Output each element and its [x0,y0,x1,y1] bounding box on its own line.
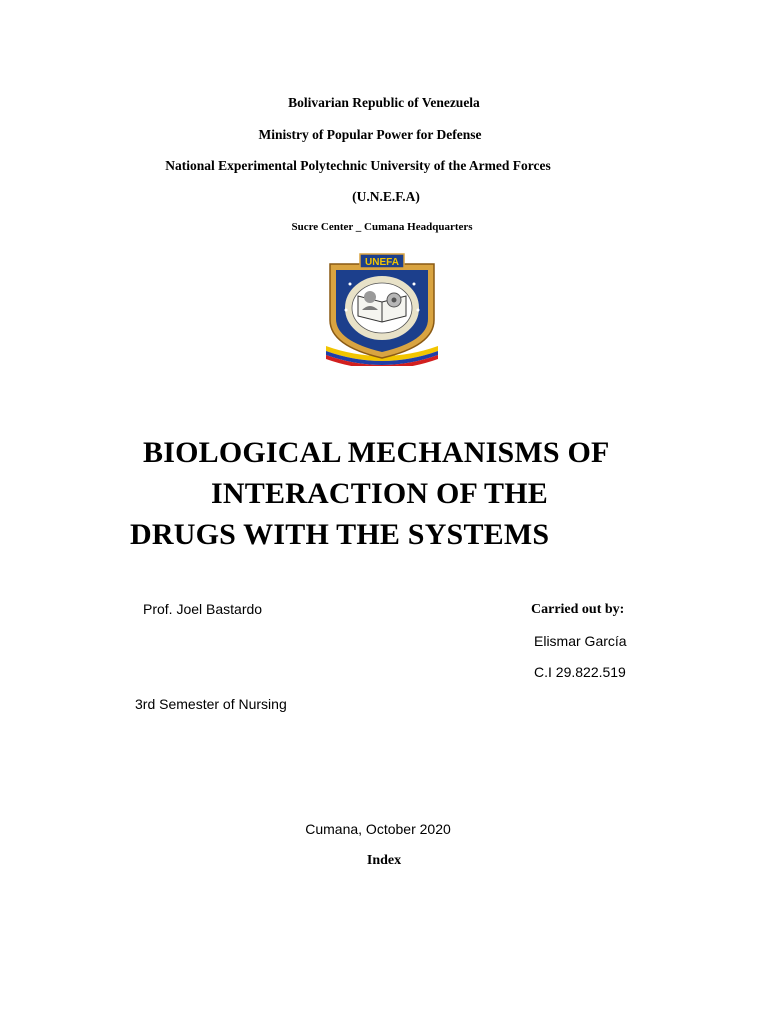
author-name: Elismar García [534,633,627,649]
header-university: National Experimental Polytechnic University of the Armed Forces [165,158,551,173]
carried-out-label: Carried out by: [531,602,625,617]
document-title-line2: INTERACTION OF THE [211,477,548,510]
index-heading: Index [366,853,402,868]
header-country: Bolivarian Republic of Venezuela [288,95,480,110]
document-title-line1: BIOLOGICAL MECHANISMS OF [143,436,610,469]
university-emblem [320,250,444,366]
header-center: Sucre Center _ Cumana Headquarters [291,221,473,233]
place-date: Cumana, October 2020 [305,821,451,837]
emblem-banner-text: UNEFA [365,257,399,268]
professor-name: Prof. Joel Bastardo [143,601,263,617]
unefa-shield-logo [320,250,444,366]
author-id: C.I 29.822.519 [534,664,626,680]
semester-label: 3rd Semester of Nursing [135,696,287,712]
header-acronym: (U.N.E.F.A) [352,189,420,204]
document-title-line3: DRUGS WITH THE SYSTEMS [130,518,550,551]
header-ministry: Ministry of Popular Power for Defense [258,127,482,142]
